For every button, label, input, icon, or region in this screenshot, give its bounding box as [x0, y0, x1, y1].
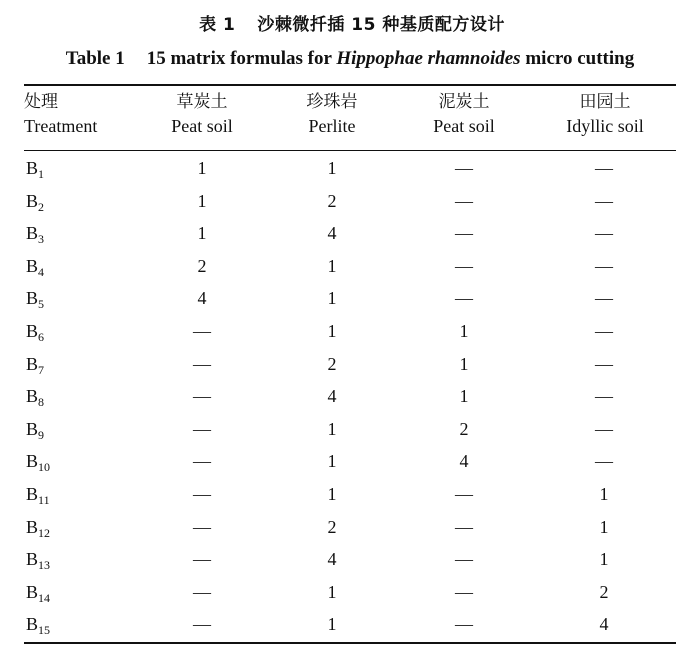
- idyllic-soil-value: 4: [599, 614, 609, 635]
- peat-soil-2-value: 1: [459, 353, 469, 374]
- column-header-en: Peat soil: [171, 116, 233, 137]
- column-header-zh: 处理: [24, 92, 58, 112]
- perlite-value: 1: [327, 320, 337, 341]
- perlite-value: 4: [327, 386, 337, 407]
- table-row: [24, 414, 676, 447]
- perlite-value: 1: [327, 418, 337, 439]
- peat-soil-2-value: 1: [459, 320, 469, 341]
- column-header-perlite: [272, 92, 392, 138]
- treatment-label: [26, 256, 44, 280]
- table-row: [24, 218, 676, 251]
- table-number-en: Table 1: [65, 48, 125, 69]
- treatment-label: [26, 191, 44, 215]
- peat-soil-value: 2: [197, 255, 207, 276]
- treatment-subscript: 11: [38, 492, 50, 507]
- peat-soil-value: —: [193, 549, 211, 570]
- idyllic-soil-value: —: [595, 353, 613, 374]
- treatment-label: [26, 288, 44, 312]
- peat-soil-value: 1: [197, 223, 207, 244]
- treatment-letter: B: [26, 288, 39, 309]
- table-row: [24, 446, 676, 479]
- treatment-subscript: 4: [38, 264, 45, 279]
- peat-soil-value: —: [193, 483, 211, 504]
- treatment-label: [26, 549, 50, 573]
- table-row: [24, 577, 676, 610]
- treatment-label: [26, 354, 44, 378]
- treatment-subscript: 3: [38, 232, 45, 247]
- perlite-value: 2: [327, 190, 337, 211]
- peat-soil-value: —: [193, 418, 211, 439]
- perlite-value: 1: [327, 158, 337, 178]
- peat-soil-2-value: —: [455, 483, 473, 504]
- table-row: [24, 609, 676, 642]
- table-row: [24, 544, 676, 577]
- perlite-value: 1: [327, 255, 337, 276]
- table-header-rule: [24, 150, 676, 151]
- perlite-value: 2: [327, 353, 337, 374]
- idyllic-soil-value: 1: [599, 549, 609, 570]
- idyllic-soil-value: 1: [599, 483, 609, 504]
- column-header-zh: 田园土: [579, 92, 631, 112]
- treatment-letter: B: [26, 451, 39, 472]
- treatment-subscript: 8: [38, 395, 45, 410]
- idyllic-soil-value: —: [595, 223, 613, 244]
- column-header-en: Peat soil: [433, 116, 495, 137]
- peat-soil-2-value: —: [455, 223, 473, 244]
- peat-soil-2-value: —: [455, 190, 473, 211]
- table-title-zh: 沙棘微扦插 15 种基质配方设计: [257, 15, 505, 35]
- peat-soil-2-value: —: [455, 158, 473, 178]
- column-header-zh: 草炭土: [176, 92, 228, 112]
- treatment-letter: B: [26, 581, 39, 602]
- idyllic-soil-value: —: [595, 418, 613, 439]
- treatment-subscript: 9: [38, 427, 45, 442]
- idyllic-soil-value: —: [595, 451, 613, 472]
- peat-soil-2-value: —: [455, 549, 473, 570]
- idyllic-soil-value: —: [595, 288, 613, 309]
- treatment-label: [26, 517, 50, 541]
- peat-soil-value: —: [193, 320, 211, 341]
- table-title-en-species: Hippophae rhamnoides: [336, 48, 521, 69]
- table-header: [24, 92, 676, 146]
- treatment-label: [26, 158, 44, 182]
- table-row: [24, 512, 676, 545]
- table-number-zh: 表 1: [199, 15, 236, 35]
- idyllic-soil-value: —: [595, 190, 613, 211]
- table-row: [24, 283, 676, 316]
- peat-soil-2-value: 1: [459, 386, 469, 407]
- peat-soil-value: —: [193, 386, 211, 407]
- column-header-treatment: [24, 92, 134, 138]
- perlite-value: 4: [327, 549, 337, 570]
- treatment-letter: B: [26, 320, 39, 341]
- peat-soil-2-value: 2: [459, 418, 469, 439]
- treatment-label: [26, 386, 44, 410]
- peat-soil-value: —: [193, 614, 211, 635]
- peat-soil-value: 1: [197, 158, 207, 178]
- table-row: [24, 186, 676, 219]
- peat-soil-2-value: —: [455, 516, 473, 537]
- peat-soil-2-value: —: [455, 255, 473, 276]
- perlite-value: 1: [327, 288, 337, 309]
- column-header-idyllic-soil: [540, 92, 670, 138]
- idyllic-soil-value: —: [595, 386, 613, 407]
- treatment-letter: B: [26, 516, 39, 537]
- idyllic-soil-value: —: [595, 320, 613, 341]
- table-title-en-part2: micro cutting: [525, 48, 635, 69]
- treatment-subscript: 14: [38, 590, 51, 605]
- table-row: [24, 349, 676, 382]
- peat-soil-value: —: [193, 516, 211, 537]
- idyllic-soil-value: 2: [599, 581, 609, 602]
- peat-soil-2-value: —: [455, 614, 473, 635]
- perlite-value: 1: [327, 614, 337, 635]
- treatment-letter: B: [26, 418, 39, 439]
- table-title-en-part1: 15 matrix formulas for: [146, 48, 332, 69]
- perlite-value: 4: [327, 223, 337, 244]
- table-row: [24, 316, 676, 349]
- column-header-en: Perlite: [308, 116, 356, 137]
- peat-soil-value: —: [193, 451, 211, 472]
- peat-soil-value: —: [193, 353, 211, 374]
- perlite-value: 1: [327, 581, 337, 602]
- treatment-letter: B: [26, 353, 39, 374]
- table-body: [24, 153, 676, 642]
- perlite-value: 1: [327, 483, 337, 504]
- treatment-label: [26, 223, 44, 247]
- treatment-letter: B: [26, 255, 39, 276]
- column-header-peat-soil-1: [142, 92, 262, 138]
- column-header-en: Idyllic soil: [566, 116, 644, 137]
- treatment-label: [26, 419, 44, 443]
- treatment-letter: B: [26, 614, 39, 635]
- treatment-subscript: 10: [38, 460, 51, 475]
- table-caption-en: [0, 48, 700, 70]
- perlite-value: 1: [327, 451, 337, 472]
- peat-soil-value: 4: [197, 288, 207, 309]
- table-row: [24, 153, 676, 186]
- peat-soil-2-value: 4: [459, 451, 469, 472]
- treatment-label: [26, 484, 50, 508]
- idyllic-soil-value: —: [595, 255, 613, 276]
- peat-soil-2-value: —: [455, 581, 473, 602]
- column-header-zh: 珍珠岩: [306, 92, 358, 112]
- table-row: [24, 381, 676, 414]
- treatment-letter: B: [26, 190, 39, 211]
- treatment-subscript: 5: [38, 297, 45, 312]
- treatment-letter: B: [26, 549, 39, 570]
- treatment-subscript: 15: [38, 623, 51, 638]
- idyllic-soil-value: 1: [599, 516, 609, 537]
- treatment-label: [26, 614, 50, 638]
- treatment-subscript: 2: [38, 199, 45, 214]
- idyllic-soil-value: —: [595, 158, 613, 178]
- treatment-letter: B: [26, 223, 39, 244]
- peat-soil-2-value: —: [455, 288, 473, 309]
- column-header-zh: 泥炭土: [438, 92, 490, 112]
- treatment-subscript: 12: [38, 525, 51, 540]
- treatment-letter: B: [26, 158, 39, 178]
- peat-soil-value: 1: [197, 190, 207, 211]
- treatment-letter: B: [26, 386, 39, 407]
- table-bottom-rule: [24, 642, 676, 644]
- table-caption-zh: [0, 10, 700, 35]
- treatment-subscript: 13: [38, 558, 51, 573]
- treatment-label: [26, 451, 50, 475]
- treatment-letter: B: [26, 483, 39, 504]
- treatment-subscript: 7: [38, 362, 45, 377]
- treatment-subscript: 1: [38, 167, 45, 181]
- table-top-rule: [24, 84, 676, 86]
- treatment-subscript: 6: [38, 329, 45, 344]
- table-row: [24, 251, 676, 284]
- column-header-peat-soil-2: [404, 92, 524, 138]
- table-row: [24, 479, 676, 512]
- perlite-value: 2: [327, 516, 337, 537]
- peat-soil-value: —: [193, 581, 211, 602]
- treatment-label: [26, 321, 44, 345]
- treatment-label: [26, 582, 50, 606]
- column-header-en: Treatment: [24, 116, 98, 137]
